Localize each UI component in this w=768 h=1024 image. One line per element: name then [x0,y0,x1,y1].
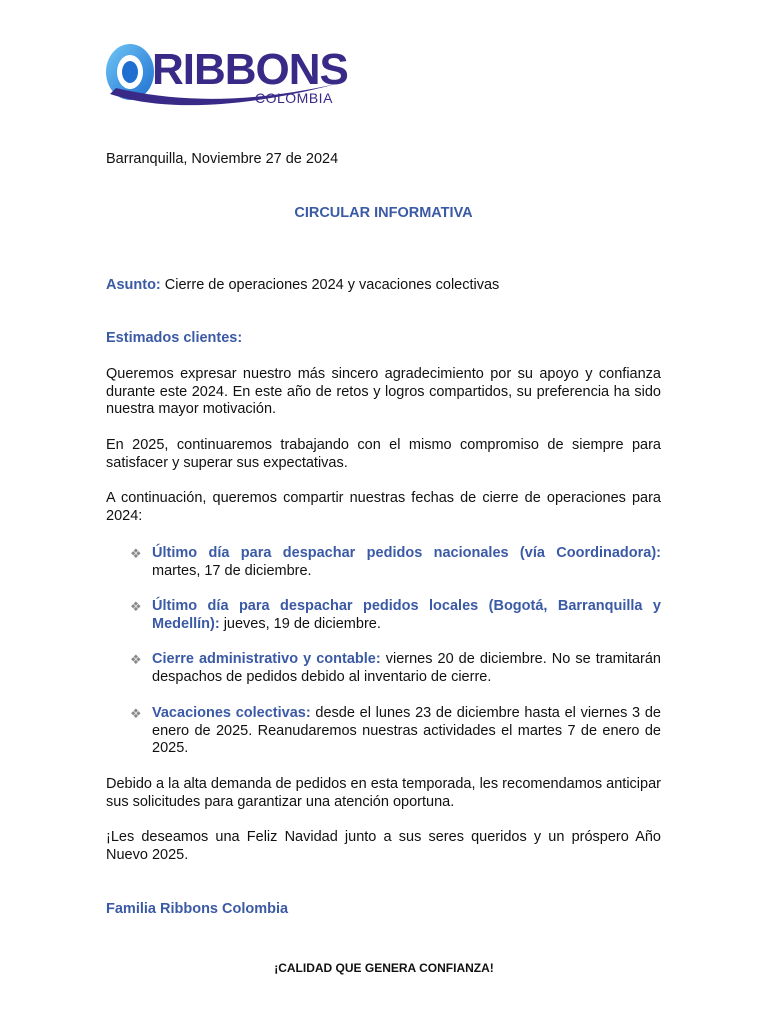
company-logo [104,42,348,110]
date-line: Barranquilla, Noviembre 27 de 2024 [106,151,339,167]
paragraph: ¡Les deseamos una Feliz Navidad junto a sus seres queridos y un próspero Año Nuevo 2025. [106,829,661,863]
logo-wordmark: RIBBONS [152,45,348,94]
paragraph: A continuación, queremos compartir nuestras fechas de cierre de operaciones para 2024: [106,490,661,524]
list-item-label: Último día para despachar pedidos nacionales (vía Coordinadora): [152,545,661,561]
list-item-label: Cierre administrativo y contable: [152,651,381,667]
list-item [152,598,661,633]
list-item-text: jueves, 19 de diciembre. [223,615,381,632]
greeting: Estimados clientes: [106,330,243,346]
list-item-label: Último día para despachar pedidos locales (Bogotá, Barranquilla y Medellín): [152,598,661,632]
paragraph: En 2025, continuaremos trabajando con el mismo compromiso de siempre para satisfacer y superar sus expectativas. [106,437,661,471]
list-item-text: desde el lunes 23 de diciembre hasta el viernes 3 de enero de 2025. Reanudaremos nuestras actividades el martes 7 de enero de 2025. [152,705,661,757]
paragraph: Queremos expresar nuestro más sincero agradecimiento por su apoyo y confianza durante este 2024. En este año de retos y logros compartidos, su preferencia ha sido nuestra mayor motivación. [106,366,661,418]
list-item-label: Vacaciones colectivas: [152,705,311,721]
diamond-bullet-icon: ❖ [130,652,142,667]
footer-slogan: ¡CALIDAD QUE GENERA CONFIANZA! [274,961,494,975]
list-item-text: viernes 20 de diciembre. No se tramitarán despachos de pedidos debido al inventario de cierre. [152,651,661,685]
diamond-bullet-icon: ❖ [130,599,142,614]
document-title: CIRCULAR INFORMATIVA [294,205,473,221]
logo-subtitle: COLOMBIA [255,90,333,106]
diamond-bullet-icon: ❖ [130,546,142,561]
subject-label: Asunto: [106,277,161,293]
list-item-text: martes, 17 de diciembre. [152,562,312,579]
list-item [152,705,661,758]
list-item [152,651,661,686]
signature: Familia Ribbons Colombia [106,901,289,917]
list-item [152,545,661,580]
diamond-bullet-icon: ❖ [130,706,142,721]
subject-text: Cierre de operaciones 2024 y vacaciones colectivas [164,277,500,293]
subject-line [106,277,661,295]
paragraph: Debido a la alta demanda de pedidos en esta temporada, les recomendamos anticipar sus solicitudes para garantizar una atención oportuna. [106,776,661,810]
